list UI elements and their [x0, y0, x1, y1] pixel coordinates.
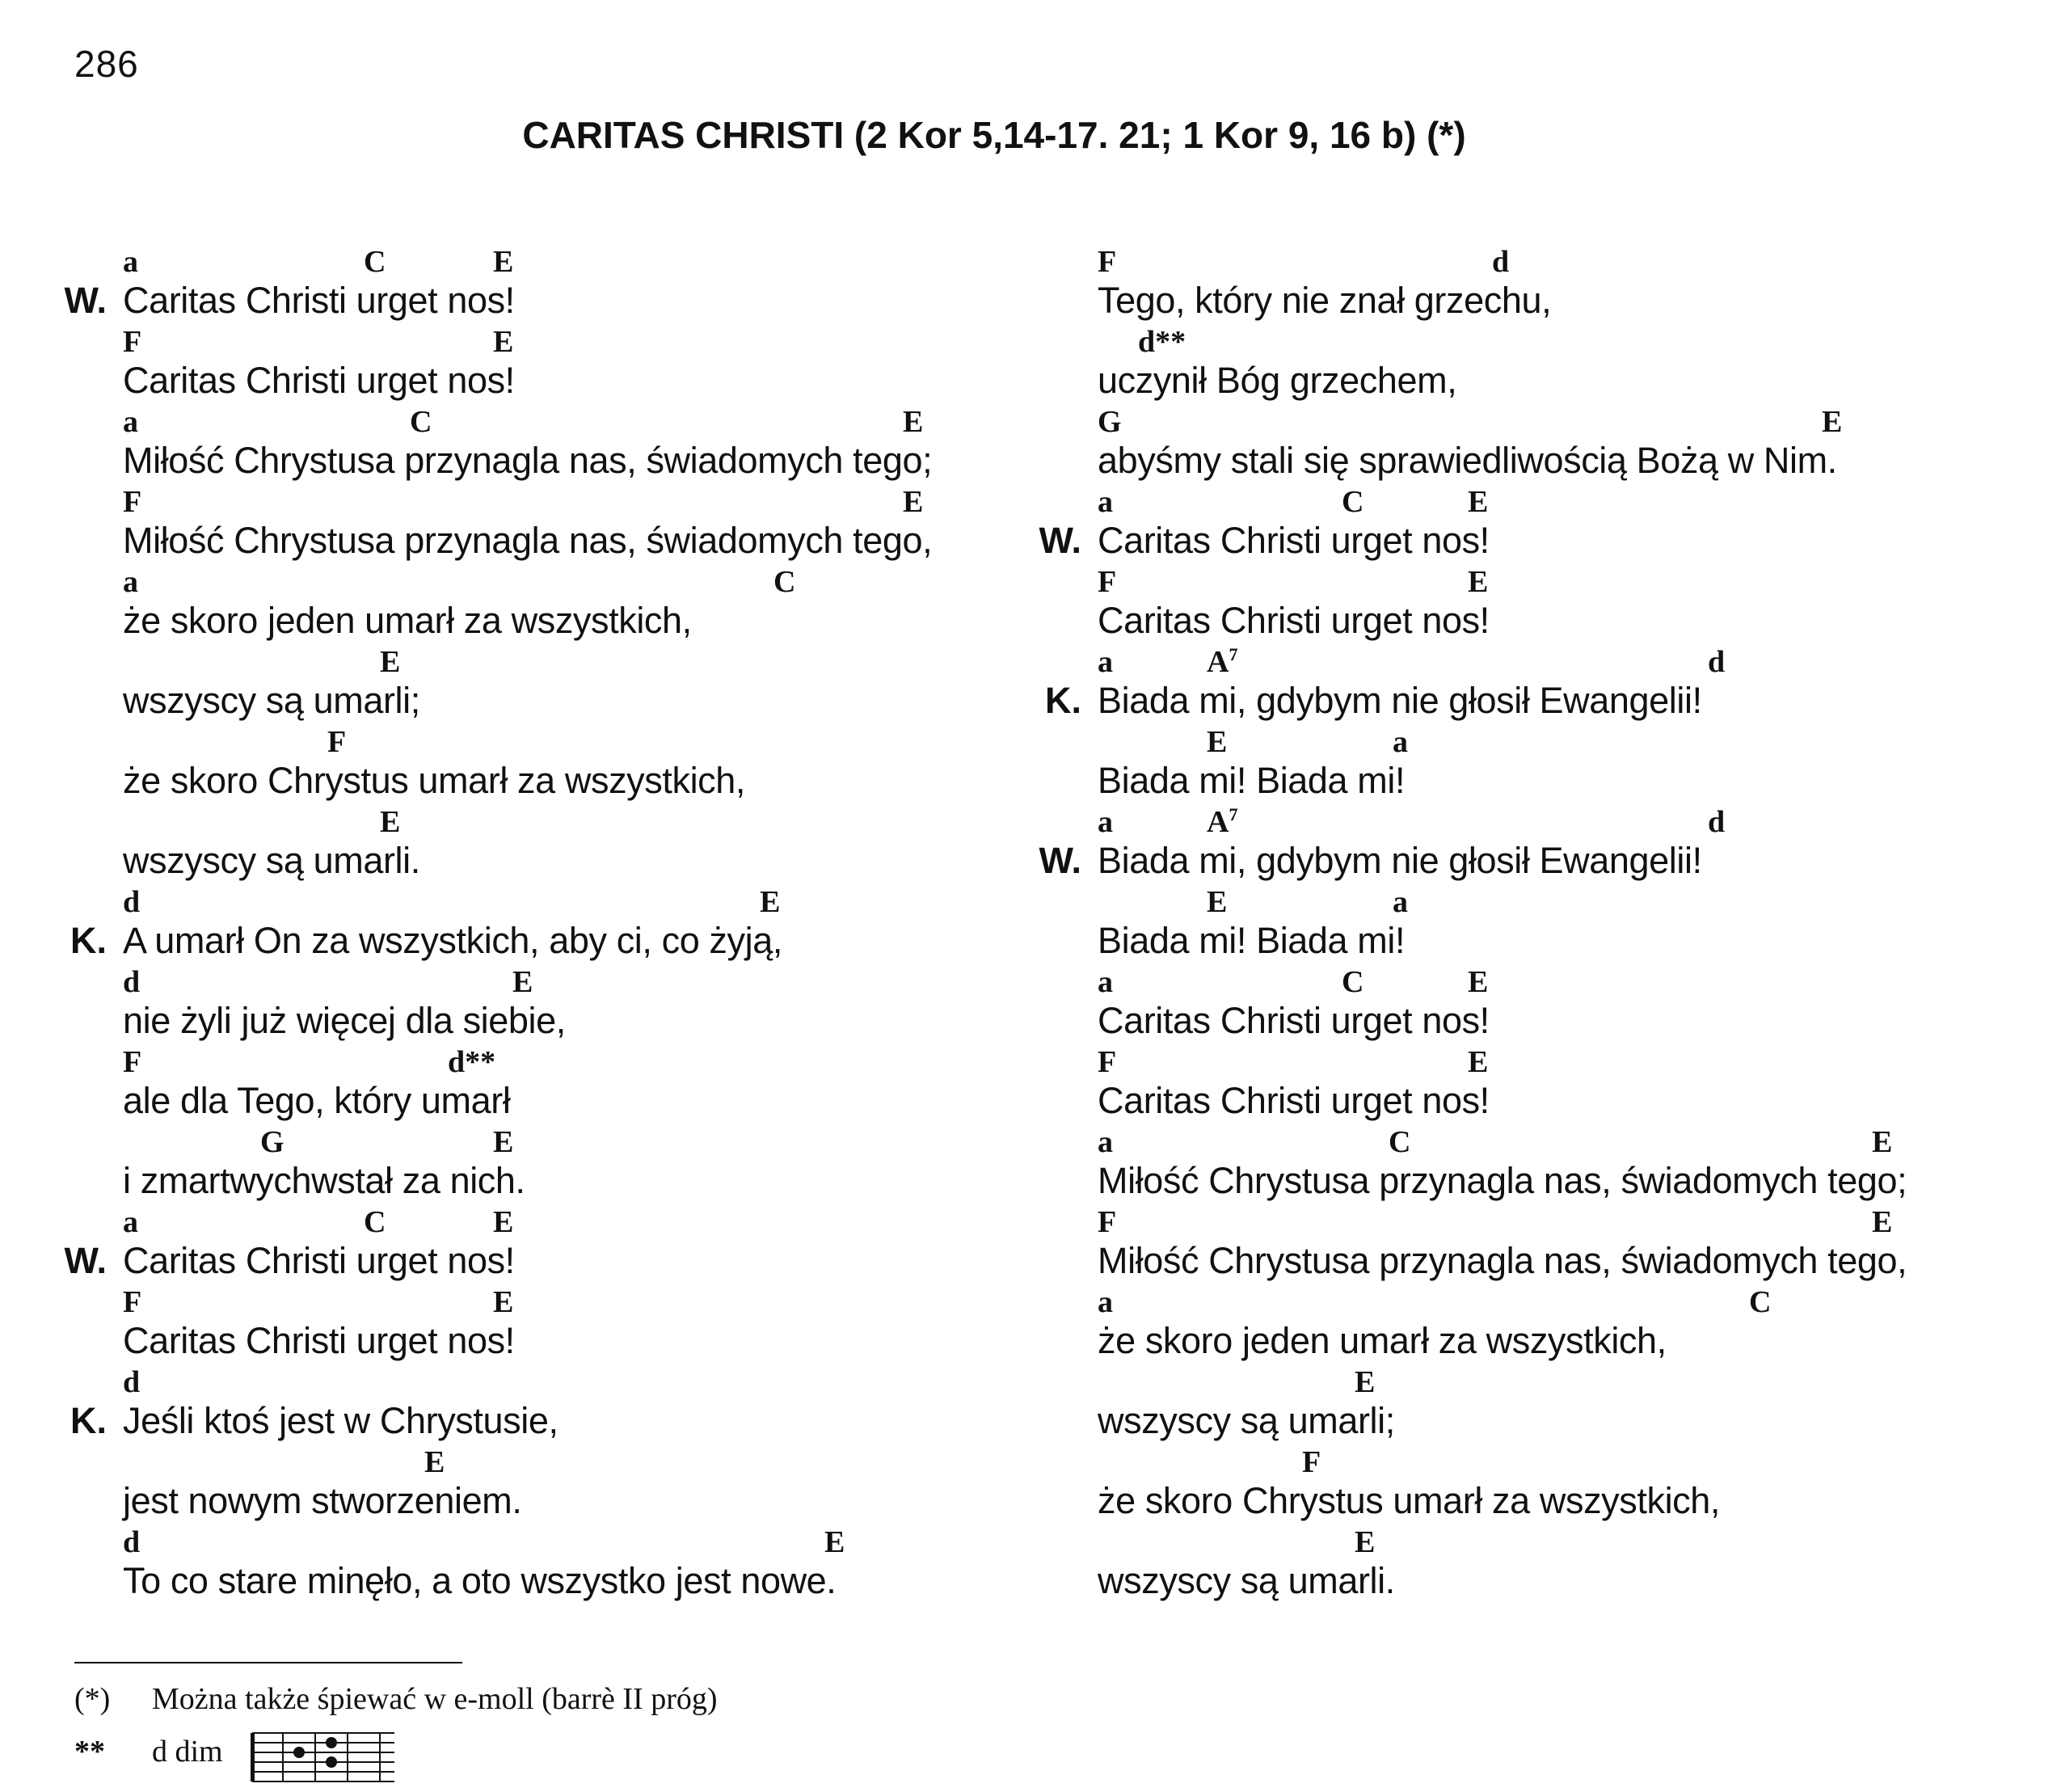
- lyric-text: Caritas Christi urget nos!: [123, 1240, 515, 1281]
- chord: a: [123, 1205, 138, 1239]
- chord: E: [380, 805, 401, 839]
- chord-row: [123, 804, 1093, 843]
- chord: F: [1302, 1445, 1321, 1479]
- chord: C: [1342, 965, 1364, 999]
- chord: G: [260, 1125, 284, 1159]
- chord-row: [123, 964, 1093, 1003]
- lyric-text: że skoro jeden umarł za wszystkich,: [123, 600, 692, 641]
- chord: E: [824, 1525, 845, 1559]
- chord: E: [760, 885, 781, 919]
- chord-row: [1098, 724, 2061, 763]
- chord-row: [1098, 1044, 2061, 1083]
- footnote-text: Można także śpiewać w e-moll (barrè II próg): [152, 1682, 718, 1716]
- lyric-text: uczynił Bóg grzechem,: [1098, 360, 1457, 401]
- chord: E: [1355, 1365, 1376, 1399]
- chord: a: [1098, 805, 1113, 839]
- lyric-text: Miłość Chrystusa przynagla nas, świadomych tego,: [123, 520, 933, 561]
- chord: E: [380, 645, 401, 679]
- verse-marker: W.: [64, 280, 107, 321]
- chord-row: [123, 1364, 1093, 1403]
- chord: C: [1749, 1285, 1772, 1319]
- lyric-text: Miłość Chrystusa przynagla nas, świadomych tego;: [123, 440, 933, 481]
- verse-marker: W.: [1039, 840, 1081, 881]
- chord: E: [1468, 1045, 1489, 1079]
- chord-diagram-icon: [251, 1730, 396, 1786]
- chord: [1207, 644, 1237, 680]
- chord: F: [1098, 565, 1117, 599]
- footnote-text: d dim: [152, 1735, 223, 1769]
- chord: F: [123, 485, 142, 519]
- chord-row: [1098, 1364, 2061, 1403]
- lyric-text: Biada mi, gdybym nie głosił Ewangelii!: [1098, 840, 1702, 881]
- chord: a: [1098, 485, 1113, 519]
- footnote-divider: [74, 1662, 462, 1663]
- chord: C: [364, 245, 386, 279]
- chord: E: [493, 245, 514, 279]
- chord-row: [1098, 324, 2061, 363]
- chord: a: [1098, 965, 1113, 999]
- chord-row: [1098, 884, 2061, 923]
- chord: A: [1207, 645, 1229, 679]
- lyric-text: Caritas Christi urget nos!: [1098, 1000, 1490, 1041]
- chord: E: [1355, 1525, 1376, 1559]
- chord: a: [1393, 885, 1408, 919]
- chord: E: [1207, 725, 1228, 759]
- chord-row: [1098, 404, 2061, 443]
- lyric-text: Biada mi! Biada mi!: [1098, 760, 1406, 801]
- lyric-text: Biada mi! Biada mi!: [1098, 920, 1406, 961]
- lyric-text: jest nowym stworzeniem.: [123, 1480, 522, 1521]
- chord-row: [123, 884, 1093, 923]
- chord: E: [903, 485, 924, 519]
- verse-marker: K.: [70, 1400, 107, 1441]
- lyric-text: że skoro jeden umarł za wszystkich,: [1098, 1320, 1667, 1361]
- chord-row: [123, 1444, 1093, 1483]
- lyric-text: wszyscy są umarli;: [1098, 1400, 1395, 1441]
- lyric-text: Caritas Christi urget nos!: [1098, 520, 1490, 561]
- chord: E: [1468, 485, 1489, 519]
- chord: a: [123, 405, 138, 439]
- chord-row: [123, 244, 1093, 283]
- chord: C: [1389, 1125, 1411, 1159]
- chord-row: [123, 484, 1093, 523]
- chord-row: [123, 1044, 1093, 1083]
- chord-row: [1098, 804, 2061, 843]
- chord: a: [1393, 725, 1408, 759]
- lyric-text: Caritas Christi urget nos!: [123, 1320, 515, 1361]
- chord-row: [123, 404, 1093, 443]
- chord: a: [123, 565, 138, 599]
- footnote-mark: (*): [74, 1682, 111, 1716]
- lyric-text: wszyscy są umarli.: [123, 840, 420, 881]
- chord: F: [123, 1045, 142, 1079]
- lyric-text: że skoro Chrystus umarł za wszystkich,: [1098, 1480, 1720, 1521]
- lyric-text: Miłość Chrystusa przynagla nas, świadomych tego;: [1098, 1160, 1907, 1201]
- chord-row: [123, 724, 1093, 763]
- chord-superscript: 7: [1229, 644, 1238, 664]
- chord-row: [123, 1524, 1093, 1563]
- lyric-text: nie żyli już więcej dla siebie,: [123, 1000, 566, 1041]
- footnote-mark: **: [74, 1735, 105, 1769]
- chord: A: [1207, 805, 1229, 839]
- lyric-text: wszyscy są umarli;: [123, 680, 420, 721]
- chord: E: [1468, 965, 1489, 999]
- chord: a: [123, 245, 138, 279]
- chord-row: [1098, 1124, 2061, 1163]
- chord-row: [123, 644, 1093, 683]
- chord: d: [1708, 805, 1726, 839]
- chord-row: [123, 1204, 1093, 1243]
- song-title: CARITAS CHRISTI (2 Kor 5,14-17. 21; 1 Kor 9, 16 b) (*): [522, 114, 1466, 156]
- chord: E: [1468, 565, 1489, 599]
- lyric-text: Caritas Christi urget nos!: [123, 280, 515, 321]
- chord: E: [1207, 885, 1228, 919]
- verse-marker: W.: [1039, 520, 1081, 561]
- lyric-text: Miłość Chrystusa przynagla nas, świadomych tego,: [1098, 1240, 1907, 1281]
- chord: E: [493, 1205, 514, 1239]
- lyric-text: To co stare minęło, a oto wszystko jest nowe.: [123, 1560, 837, 1601]
- lyric-text: i zmartwychwstał za nich.: [123, 1160, 525, 1201]
- chord: F: [123, 325, 142, 359]
- chord: C: [410, 405, 432, 439]
- lyric-text: Caritas Christi urget nos!: [1098, 600, 1490, 641]
- lyric-text: że skoro Chrystus umarł za wszystkich,: [123, 760, 745, 801]
- lyric-text: wszyscy są umarli.: [1098, 1560, 1395, 1601]
- chord-row: [1098, 484, 2061, 523]
- chord: F: [327, 725, 347, 759]
- chord-row: [123, 564, 1093, 603]
- chord-row: [1098, 1444, 2061, 1483]
- lyric-text: A umarł On za wszystkich, aby ci, co żyją,: [123, 920, 782, 961]
- chord-row: [1098, 1524, 2061, 1563]
- chord: d**: [448, 1045, 496, 1079]
- chord: d: [123, 1525, 141, 1559]
- chord: [1207, 804, 1237, 840]
- chord: d: [1708, 645, 1726, 679]
- chord: F: [1098, 245, 1117, 279]
- chord: E: [493, 325, 514, 359]
- verse-marker: K.: [1045, 680, 1081, 721]
- chord: E: [512, 965, 533, 999]
- lyric-text: Caritas Christi urget nos!: [1098, 1080, 1490, 1121]
- chord: d: [123, 1365, 141, 1399]
- lyric-text: abyśmy stali się sprawiedliwością Bożą w Nim.: [1098, 440, 1837, 481]
- chord: F: [123, 1285, 142, 1319]
- chord-row: [1098, 644, 2061, 683]
- chord: a: [1098, 645, 1113, 679]
- verse-marker: K.: [70, 920, 107, 961]
- lyric-text: ale dla Tego, który umarł: [123, 1080, 511, 1121]
- page-number: 286: [74, 43, 139, 85]
- lyric-text: Tego, który nie znał grzechu,: [1098, 280, 1552, 321]
- chord: C: [364, 1205, 386, 1239]
- chord: d: [1492, 245, 1510, 279]
- chord: d: [123, 965, 141, 999]
- chord: E: [1822, 405, 1843, 439]
- chord: d**: [1138, 325, 1186, 359]
- chord-row: [123, 1284, 1093, 1323]
- chord: E: [1872, 1205, 1893, 1239]
- footnote-ddim: [74, 1734, 223, 1769]
- chord-row: [123, 324, 1093, 363]
- chord: C: [1342, 485, 1364, 519]
- chord: d: [123, 885, 141, 919]
- chord-row: [1098, 1284, 2061, 1323]
- chord: C: [773, 565, 796, 599]
- chord-superscript: 7: [1229, 804, 1238, 824]
- chord-row: [1098, 964, 2061, 1003]
- footnote-emoll: [74, 1681, 718, 1717]
- lyric-text: Caritas Christi urget nos!: [123, 360, 515, 401]
- chord: E: [493, 1285, 514, 1319]
- chord: a: [1098, 1125, 1113, 1159]
- chord: G: [1098, 405, 1122, 439]
- chord-row: [1098, 564, 2061, 603]
- chord: F: [1098, 1205, 1117, 1239]
- chord: E: [424, 1445, 445, 1479]
- chord: E: [1872, 1125, 1893, 1159]
- lyric-text: Biada mi, gdybym nie głosił Ewangelii!: [1098, 680, 1702, 721]
- verse-marker: W.: [64, 1240, 107, 1281]
- lyric-text: Jeśli ktoś jest w Chrystusie,: [123, 1400, 558, 1441]
- chord: E: [493, 1125, 514, 1159]
- chord-row: [1098, 244, 2061, 283]
- chord: a: [1098, 1285, 1113, 1319]
- chord-row: [123, 1124, 1093, 1163]
- chord: E: [903, 405, 924, 439]
- chord: F: [1098, 1045, 1117, 1079]
- chord-row: [1098, 1204, 2061, 1243]
